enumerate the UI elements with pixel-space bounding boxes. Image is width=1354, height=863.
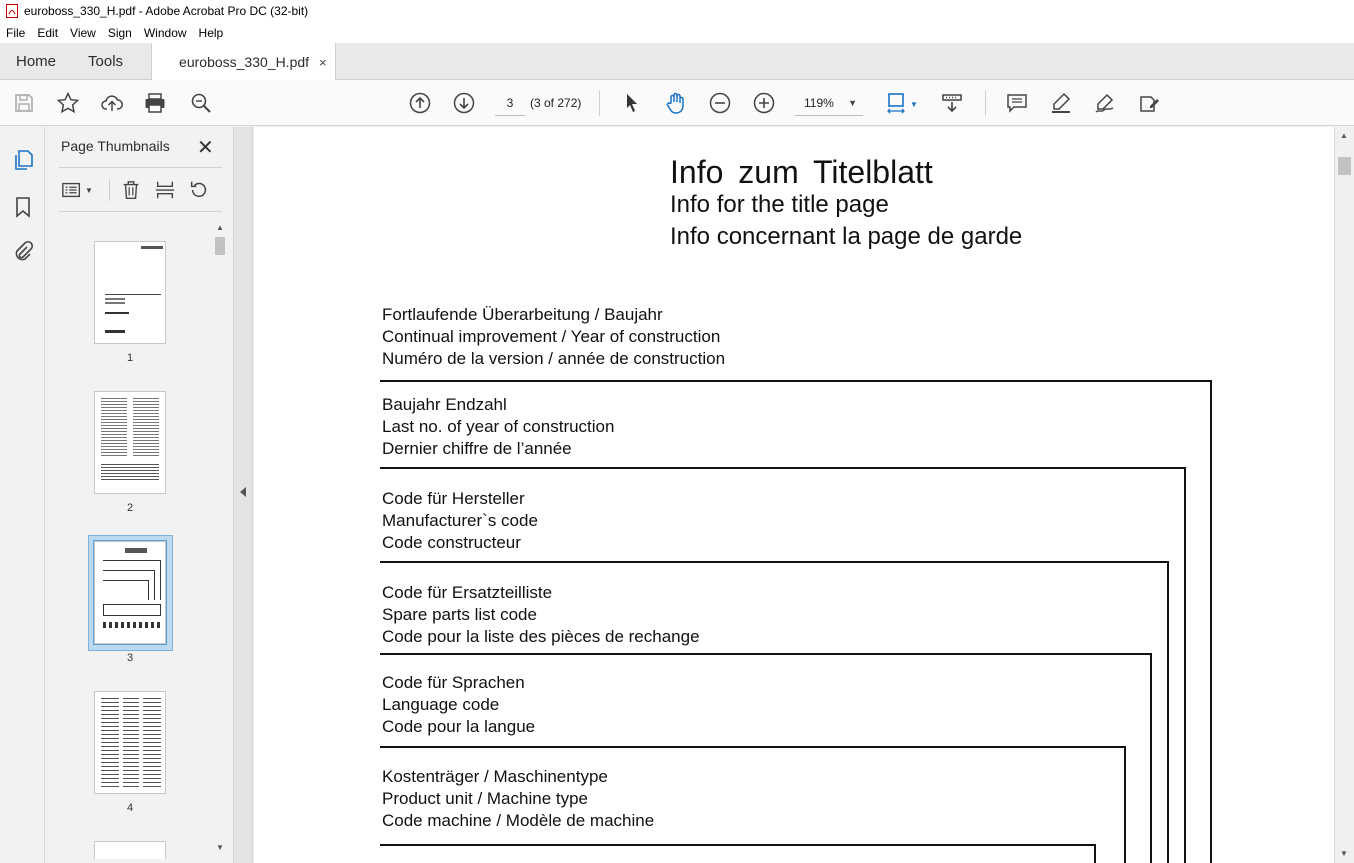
menu-file[interactable]: File bbox=[6, 25, 26, 40]
options-list-icon bbox=[61, 179, 83, 201]
info-block bbox=[382, 582, 700, 648]
bracket-line bbox=[1184, 467, 1186, 863]
block-text-fr: Code pour la langue bbox=[382, 717, 536, 736]
menu-edit[interactable]: Edit bbox=[37, 25, 59, 40]
thumb-detail bbox=[105, 330, 125, 333]
page-thumbnail[interactable] bbox=[94, 841, 166, 859]
block-text-fr: Dernier chiffre de l’année bbox=[382, 439, 572, 458]
thumb-detail bbox=[105, 298, 125, 300]
page-count-label: (3 of 272) bbox=[530, 96, 582, 110]
scroll-mode-icon[interactable] bbox=[939, 90, 965, 116]
highlight-pen-icon[interactable] bbox=[1048, 90, 1074, 116]
chevron-down-icon: ▼ bbox=[848, 98, 857, 108]
document-scrollbar[interactable] bbox=[1334, 127, 1354, 863]
block-text-en: Spare parts list code bbox=[382, 605, 537, 624]
thumb-detail bbox=[103, 604, 161, 616]
tab-tools[interactable]: Tools bbox=[88, 52, 124, 70]
thumb-detail bbox=[141, 246, 163, 249]
info-block bbox=[382, 672, 535, 738]
star-icon[interactable] bbox=[55, 90, 81, 116]
collapse-arrow-icon bbox=[240, 487, 246, 497]
comment-icon[interactable] bbox=[1004, 90, 1030, 116]
info-block bbox=[382, 766, 654, 832]
block-text-en: Last no. of year of construction bbox=[382, 417, 615, 436]
bracket-line bbox=[380, 380, 1212, 382]
panel-close-button[interactable]: ✕ bbox=[197, 137, 214, 159]
draw-signature-icon[interactable] bbox=[1092, 90, 1118, 116]
page-thumbnails-icon[interactable] bbox=[10, 147, 36, 173]
menu-bar bbox=[0, 22, 1354, 43]
thumb-detail bbox=[105, 302, 125, 304]
thumbnail-label: 1 bbox=[126, 352, 134, 364]
select-cursor-icon[interactable] bbox=[619, 90, 645, 116]
block-text-fr: Numéro de la version / année de construction bbox=[382, 349, 726, 368]
info-block bbox=[382, 304, 725, 370]
zoom-out-icon[interactable] bbox=[707, 90, 733, 116]
thumb-detail bbox=[101, 698, 119, 788]
page-thumbnails-panel bbox=[45, 127, 233, 863]
thumb-detail bbox=[103, 622, 161, 628]
thumb-detail bbox=[105, 294, 161, 295]
thumb-detail bbox=[101, 464, 159, 480]
page-subtitle-en: Info for the title page bbox=[670, 191, 889, 218]
tab-document[interactable] bbox=[151, 43, 336, 81]
thumb-detail bbox=[101, 398, 127, 458]
page-title: Info zum Titelblatt bbox=[670, 154, 933, 190]
info-block bbox=[382, 394, 614, 460]
bracket-line bbox=[1150, 653, 1152, 863]
bookmark-icon[interactable] bbox=[10, 194, 36, 220]
attachment-icon[interactable] bbox=[10, 239, 36, 265]
thumb-detail bbox=[125, 548, 147, 553]
info-block bbox=[382, 488, 538, 554]
thumb-detail bbox=[143, 698, 161, 788]
rotate-page-icon[interactable] bbox=[188, 177, 210, 203]
thumb-detail bbox=[133, 398, 159, 458]
panel-divider bbox=[59, 211, 222, 212]
block-text-en: Manufacturer`s code bbox=[382, 511, 538, 530]
upload-cloud-icon[interactable] bbox=[99, 90, 125, 116]
block-text-de: Code für Ersatzteilliste bbox=[382, 583, 553, 602]
block-text-de: Baujahr Endzahl bbox=[382, 395, 507, 414]
thumb-detail bbox=[123, 698, 139, 788]
block-text-en: Continual improvement / Year of construction bbox=[382, 327, 721, 346]
panel-title: Page Thumbnails bbox=[61, 138, 170, 154]
scrollbar-thumb[interactable] bbox=[215, 237, 225, 255]
tab-close-button[interactable]: × bbox=[319, 54, 327, 70]
bracket-line bbox=[1167, 561, 1169, 863]
block-text-en: Product unit / Machine type bbox=[382, 789, 589, 808]
bracket-line bbox=[1124, 746, 1126, 863]
save-icon[interactable] bbox=[11, 90, 37, 116]
tab-bar bbox=[0, 43, 1354, 80]
block-text-fr: Code pour la liste des pièces de rechange bbox=[382, 627, 700, 646]
thumbnail-scrollbar[interactable] bbox=[213, 219, 227, 859]
menu-view[interactable]: View bbox=[70, 25, 96, 40]
panel-tools-divider bbox=[109, 179, 110, 201]
window-title: euroboss_330_H.pdf - Adobe Acrobat Pro DC (32-bit) bbox=[24, 4, 309, 18]
thumbnail-list bbox=[45, 219, 211, 859]
page-thumbnail[interactable] bbox=[94, 391, 166, 494]
panel-collapse-handle[interactable] bbox=[233, 127, 253, 863]
thumbnail-label: 3 bbox=[126, 652, 134, 664]
page-fit-icon[interactable] bbox=[884, 90, 910, 116]
toolbar-divider bbox=[985, 90, 986, 116]
block-text-fr: Code constructeur bbox=[382, 533, 521, 552]
find-zoom-icon[interactable] bbox=[188, 90, 214, 116]
block-text-de: Fortlaufende Überarbeitung / Baujahr bbox=[382, 305, 663, 324]
bracket-line bbox=[380, 746, 1126, 748]
thumb-detail bbox=[103, 580, 149, 600]
tab-document-label: euroboss_330_H.pdf bbox=[179, 54, 310, 70]
scroll-up-arrow[interactable]: ▲ bbox=[1340, 131, 1348, 140]
menu-window[interactable]: Window bbox=[143, 25, 187, 40]
block-text-en: Language code bbox=[382, 695, 500, 714]
previous-page-icon[interactable] bbox=[407, 90, 433, 116]
acrobat-pdf-icon bbox=[6, 4, 18, 18]
fill-sign-icon[interactable] bbox=[1136, 90, 1162, 116]
chevron-down-icon: ▼ bbox=[85, 185, 93, 195]
bracket-line bbox=[380, 653, 1152, 655]
block-text-fr: Code machine / Modèle de machine bbox=[382, 811, 655, 830]
zoom-level-select[interactable] bbox=[795, 90, 863, 116]
navigation-rail bbox=[0, 127, 45, 863]
scroll-up-arrow[interactable]: ▲ bbox=[216, 223, 224, 232]
scroll-down-arrow[interactable]: ▼ bbox=[216, 843, 224, 852]
page-subtitle-fr: Info concernant la page de garde bbox=[670, 223, 1023, 250]
page-number-input[interactable]: 3 bbox=[495, 90, 525, 116]
tab-home[interactable]: Home bbox=[16, 52, 57, 70]
toolbar-divider bbox=[599, 90, 600, 116]
block-text-de: Code für Sprachen bbox=[382, 673, 525, 692]
block-text-de: Kostenträger / Maschinentype bbox=[382, 767, 608, 786]
zoom-in-icon[interactable] bbox=[751, 90, 777, 116]
hand-tool-icon[interactable] bbox=[663, 90, 689, 116]
thumbnail-options-menu[interactable] bbox=[61, 177, 93, 203]
menu-sign[interactable]: Sign bbox=[107, 25, 132, 40]
menu-help[interactable]: Help bbox=[198, 25, 224, 40]
scroll-down-arrow[interactable]: ▼ bbox=[1340, 849, 1348, 858]
block-text-de: Code für Hersteller bbox=[382, 489, 525, 508]
thumbnail-label: 4 bbox=[126, 802, 134, 814]
bracket-line bbox=[380, 467, 1186, 469]
page-thumbnail-selected[interactable] bbox=[94, 541, 166, 644]
bracket-line bbox=[380, 561, 1169, 563]
next-page-icon[interactable] bbox=[451, 90, 477, 116]
insert-page-icon[interactable] bbox=[154, 177, 176, 203]
panel-divider bbox=[59, 167, 222, 168]
page-thumbnail[interactable] bbox=[94, 241, 166, 344]
bracket-line bbox=[1210, 380, 1212, 863]
print-icon[interactable] bbox=[142, 90, 168, 116]
document-view[interactable] bbox=[254, 127, 1334, 863]
thumb-detail bbox=[105, 312, 129, 314]
bracket-line bbox=[1094, 844, 1096, 863]
scrollbar-thumb[interactable] bbox=[1338, 157, 1351, 175]
delete-page-icon[interactable] bbox=[120, 177, 142, 203]
thumbnail-label: 2 bbox=[126, 502, 134, 514]
zoom-level-value: 119% bbox=[804, 96, 834, 110]
page-thumbnail[interactable] bbox=[94, 691, 166, 794]
chevron-down-icon[interactable]: ▼ bbox=[910, 100, 918, 109]
bracket-line bbox=[380, 844, 1096, 846]
window-titlebar bbox=[0, 0, 1354, 22]
